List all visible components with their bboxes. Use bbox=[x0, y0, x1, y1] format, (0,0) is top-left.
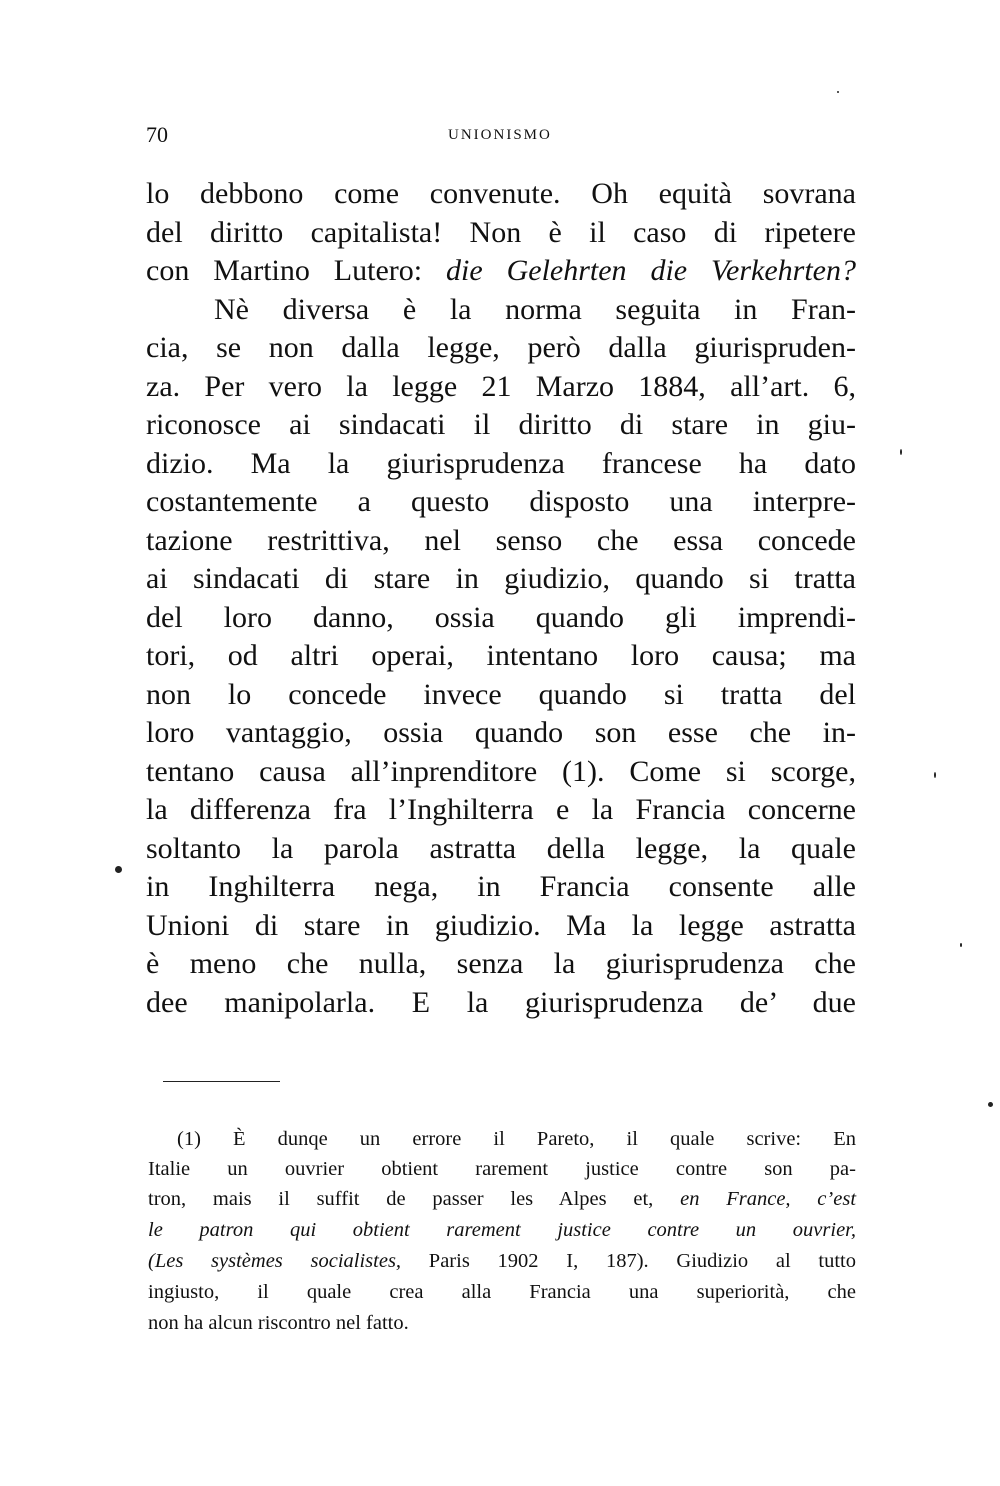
body-line: ai sindacati di stare in giudizio, quando si tratta bbox=[146, 562, 856, 595]
page-number: 70 bbox=[146, 122, 168, 147]
footnote-line: ingiusto, il quale crea alla Francia una superiorità, che bbox=[148, 1281, 856, 1303]
body-line: è meno che nulla, senza la giurisprudenza che bbox=[146, 947, 856, 980]
body-line: Nè diversa è la norma seguita in Fran- bbox=[214, 293, 856, 326]
body-line: dee manipolarla. E la giurisprudenza de’ due bbox=[146, 986, 856, 1019]
body-line: soltanto la parola astratta della legge, la quale bbox=[146, 832, 856, 865]
running-title: UNIONISMO bbox=[448, 127, 552, 143]
scan-speck bbox=[115, 866, 122, 873]
scan-speck bbox=[960, 943, 962, 947]
scan-speck bbox=[934, 772, 936, 778]
footnote-line: Italie un ouvrier obtient rarement justice contre son pa- bbox=[148, 1158, 856, 1180]
body-line: tazione restrittiva, nel senso che essa concede bbox=[146, 524, 856, 557]
body-line: tori, od altri operai, intentano loro causa; ma bbox=[146, 639, 856, 672]
footnote-line: (Les systèmes socialistes, Paris 1902 I, 187). Giudizio al tutto bbox=[148, 1250, 857, 1272]
body-line: riconosce ai sindacati il diritto di stare in giu- bbox=[146, 408, 856, 441]
body-line: loro vantaggio, ossia quando son esse che in- bbox=[146, 716, 856, 749]
footnote-line: (1) È dunqe un errore il Pareto, il quale scrive: En bbox=[177, 1128, 856, 1150]
body-line: lo debbono come convenute. Oh equità sovrana bbox=[146, 177, 856, 210]
body-line: del loro danno, ossia quando gli imprendi- bbox=[146, 601, 856, 634]
scan-speck bbox=[900, 449, 902, 455]
footnote-rule bbox=[163, 1081, 280, 1082]
body-line: del diritto capitalista! Non è il caso di ripetere bbox=[146, 216, 856, 249]
body-line: cia, se non dalla legge, però dalla giurispruden- bbox=[146, 331, 856, 364]
footnote-line: tron, mais il suffit de passer les Alpes et, en France, c’est bbox=[148, 1188, 857, 1210]
scan-speck bbox=[837, 91, 839, 93]
body-line: za. Per vero la legge 21 Marzo 1884, all’art. 6, bbox=[146, 370, 856, 403]
body-line: con Martino Lutero: die Gelehrten die Verkehrten? bbox=[146, 254, 856, 287]
footnote-line: non ha alcun riscontro nel fatto. bbox=[148, 1312, 409, 1334]
scan-speck bbox=[988, 1102, 993, 1107]
footnote-line: le patron qui obtient rarement justice contre un ouvrier, bbox=[148, 1219, 856, 1241]
body-line: la differenza fra l’Inghilterra e la Francia concerne bbox=[146, 793, 856, 826]
body-line: in Inghilterra nega, in Francia consente alle bbox=[146, 870, 856, 903]
body-line: dizio. Ma la giurisprudenza francese ha dato bbox=[146, 447, 856, 480]
body-line: non lo concede invece quando si tratta del bbox=[146, 678, 856, 711]
body-line: Unioni di stare in giudizio. Ma la legge astratta bbox=[146, 909, 856, 942]
body-line: tentano causa all’inprenditore (1). Come si scorge, bbox=[146, 755, 856, 788]
body-line: costantemente a questo disposto una interpre- bbox=[146, 485, 856, 518]
